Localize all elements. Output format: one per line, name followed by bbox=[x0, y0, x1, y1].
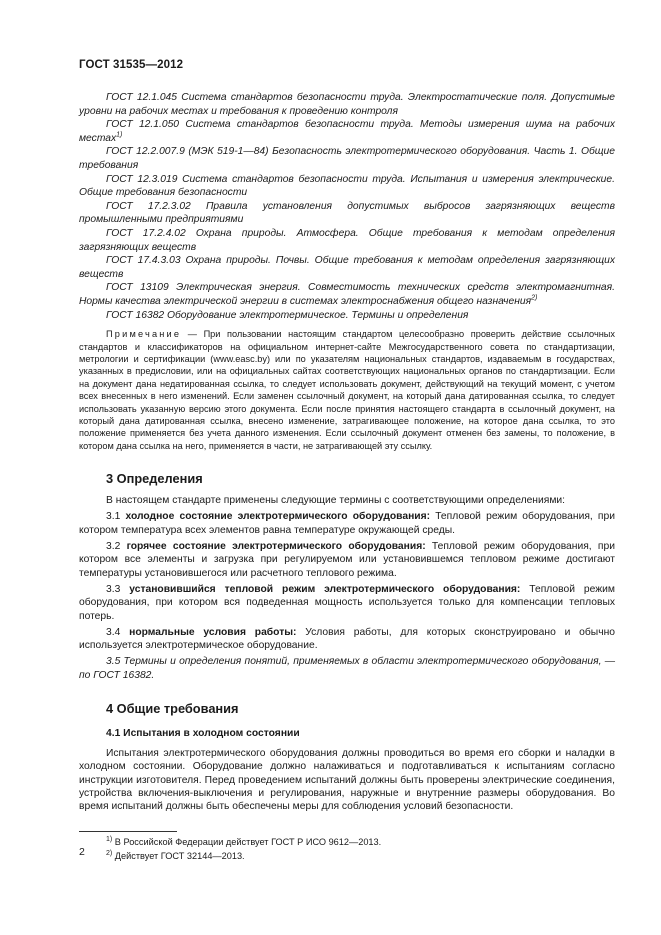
section-4-body bbox=[79, 747, 615, 813]
definition-term: холодное состояние электротермического оборудования: bbox=[125, 511, 431, 523]
reference-item: ГОСТ 12.3.019 Система стандартов безопасности труда. Испытания и измерения электрические. Общие требования безопасности bbox=[79, 173, 615, 199]
definition-term: нормальные условия работы: bbox=[129, 626, 297, 638]
subsection-4-1-title: 4.1 Испытания в холодном состоянии bbox=[106, 728, 300, 740]
footnote: $^{1)}$ В Российской Федерации действует ГОСТ Р ИСО 9612—2013. bbox=[106, 835, 382, 847]
definition-item: 3.1 холодное состояние электротермического оборудования: Тепловой режим оборудования, при котором температура всех элементов равна температуре окружающей среды. bbox=[79, 511, 615, 536]
section-4-paragraph: Испытания электротермического оборудования должны проводиться во время его сборки и наладки в холодном состоянии. Оборудование должно налаживаться и подготавливаться к испытаниям согласно инструкции изготовителя. Перед проведением испытаний должны быть проверены электрические соединения, устройства включения-выключения и регулирования, наружные и внутренние размеры оборудования. Во время испытаний должны быть обеспечены меры для соблюдения условий безопасности. bbox=[79, 748, 615, 813]
reference-item: ГОСТ 12.1.050 Система стандартов безопасности труда. Методы измерения шума на рабочих местах$^{1)}$ bbox=[79, 119, 615, 144]
reference-item: ГОСТ 17.2.3.02 Правила установления допустимых выбросов загрязняющих веществ промышленными предприятиями bbox=[79, 200, 615, 226]
section-4-title: 4 Общие требования bbox=[106, 701, 239, 717]
definition-item: 3.4 нормальные условия работы: Условия работы, для которых сконструировано и обычно используется электротермическое оборудование. bbox=[79, 626, 615, 652]
reference-item: ГОСТ 13109 Электрическая энергия. Совместимость технических средств электромагнитная. Нормы качества электрической энергии в системах электроснабжения общего назначения$^{2)}$ bbox=[79, 282, 615, 307]
definition-item-reference: 3.5 Термины и определения понятий, применяемых в области электротермического оборудования, — по ГОСТ 16382. bbox=[79, 656, 615, 681]
section-3-title: 3 Определения bbox=[106, 471, 203, 487]
reference-item: ГОСТ 12.1.045 Система стандартов безопасности труда. Электростатические поля. Допустимые уровни на рабочих местах и требования к проведению контроля bbox=[79, 92, 615, 117]
reference-item: ГОСТ 17.2.4.02 Охрана природы. Атмосфера. Общие требования к методам определения загрязняющих веществ bbox=[79, 227, 615, 253]
footnote-divider bbox=[79, 831, 177, 832]
note-label: Примечание bbox=[106, 329, 182, 340]
reference-item: ГОСТ 12.2.007.9 (МЭК 519-1—84) Безопасность электротермического оборудования. Часть 1. Общие требования bbox=[79, 146, 615, 171]
normative-references bbox=[79, 91, 615, 322]
definition-item: 3.3 установившийся тепловой режим электротермического оборудования: Тепловой режим оборудования, при котором вся подведенная мощность используется только для компенсации тепловых потерь. bbox=[79, 583, 615, 622]
footnote: $^{2)}$ Действует ГОСТ 32144—2013. bbox=[106, 849, 245, 861]
note-paragraph bbox=[79, 328, 615, 452]
section-3-body bbox=[79, 494, 615, 682]
definition-item: 3.2 горячее состояние электротермического оборудования: Тепловой режим оборудования, при котором все элементы и загрузка при регулируемом или установившемся тепловом режиме достигают температуры установившегося или расчетного теплового режима. bbox=[79, 541, 615, 579]
reference-item: ГОСТ 16382 Оборудование электротермическое. Термины и определения bbox=[106, 309, 469, 321]
note-text: — При пользовании настоящим стандартом целесообразно проверить действие ссылочных стандартов и классификаторов на официальном интернет-сайте Межгосударственного совета по стандартизации, метрологии и сертификации (www.easc.by) или по указателям национальных стандартов, издаваемым в государствах, указанных в предисловии, или на официальных сайтах соответствующих национальных органов по стандартизации. Если на документ дана недатированная ссылка, то следует использовать документ, действующий на текущий момент, с учетом всех внесенных в него изменений. Если заменен ссылочный документ, на который дана датированная ссылка, то следует использовать указанную версию этого документа. Если после принятия настоящего стандарта в ссылочный документ, на который дана датированная ссылка, внесено изменение, затрагивающее положение, на которое дана ссылка, то это положение применяется без учета данного изменения. Если ссылочный документ отменен без замены, то положение, в котором дана ссылка на него, применяется в части, не затрагивающей эту ссылку. bbox=[79, 329, 615, 451]
reference-item: ГОСТ 17.4.3.03 Охрана природы. Почвы. Общие требования к методам определения загрязняющих веществ bbox=[79, 255, 615, 280]
page-number: 2 bbox=[79, 846, 85, 858]
section-3-intro: В настоящем стандарте применены следующие термины с соответствующими определениями: bbox=[106, 495, 566, 507]
definition-term: горячее состояние электротермического оборудования: bbox=[126, 541, 426, 553]
page-header-standard: ГОСТ 31535—2012 bbox=[79, 59, 184, 71]
page-content bbox=[79, 91, 615, 863]
footnote-mark: 2) bbox=[531, 294, 538, 302]
definition-term: установившийся тепловой режим электротермического оборудования: bbox=[129, 583, 521, 595]
footnote-mark: 1) bbox=[116, 131, 123, 139]
